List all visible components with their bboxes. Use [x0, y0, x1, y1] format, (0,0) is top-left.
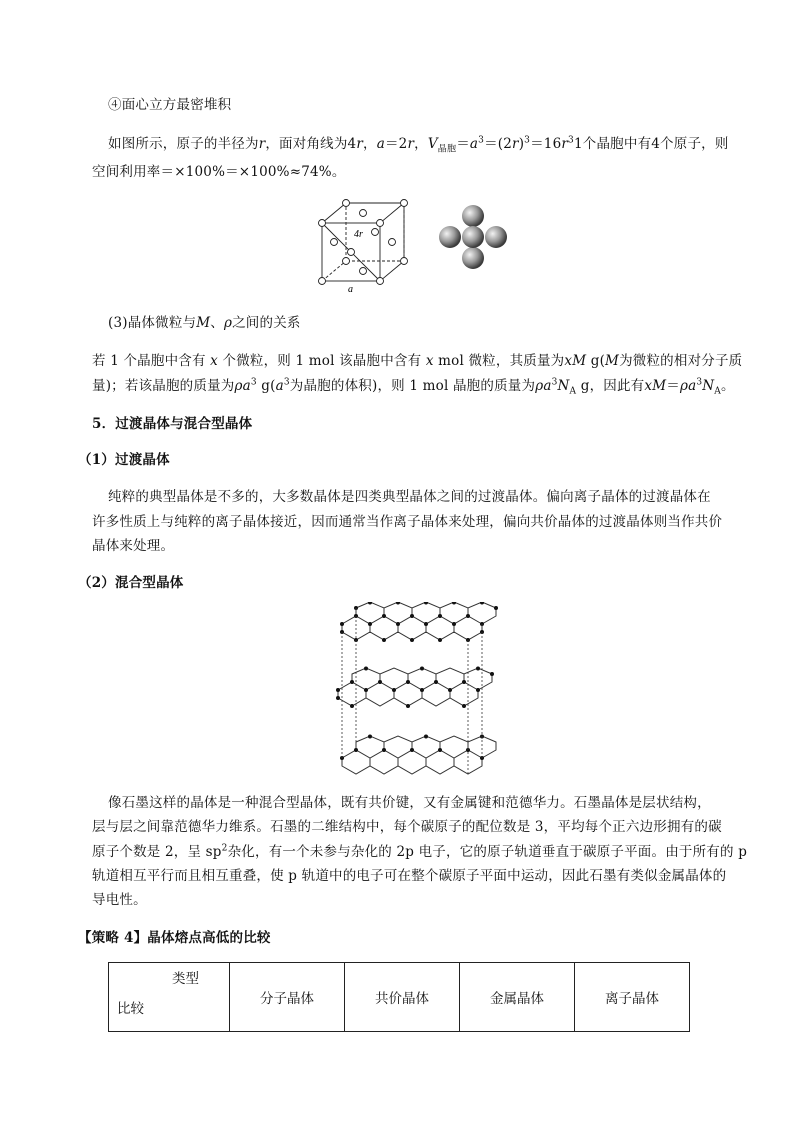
graphite-paragraph-line-5: 导电性。	[92, 892, 147, 908]
relation-paragraph-line-2: 量)；若该晶胞的质量为$\rho a^3$ $g(a^3$为晶胞的体积)，则 1 mol 晶胞的质量为$\rho a^3N_A$ g，因此有$xM=\rho a^3N_A$。	[92, 377, 735, 397]
fcc-paragraph-line-1: 如图所示，原子的半径为r，面对角线为4r，a＝2r，$V_{晶胞}=a^3=(2r)^3=16r^31$个晶胞中有4个原子，则	[108, 135, 729, 155]
transition-paragraph-line-1: 纯粹的典型晶体是不多的，大多数晶体是四类典型晶体之间的过渡晶体。偏向离子晶体的过渡晶体在	[108, 489, 711, 505]
fcc-heading: ④面心立方最密堆积	[108, 97, 232, 113]
table-header-cell: 金属晶体	[460, 963, 575, 1032]
table-header-cell: 离子晶体	[575, 963, 690, 1032]
close-packed-spheres-figure	[436, 204, 510, 270]
graphite-paragraph-line-3: 原子个数是 2，呈 $sp^2$杂化，有一个未参与杂化的 2p 电子，它的原子轨道垂直于碳原子平面。由于所有的 p	[92, 843, 748, 860]
strategy-4-title: 【策略 4】晶体熔点高低的比较	[78, 930, 271, 946]
table-row	[109, 963, 690, 1032]
melting-point-comparison-table	[108, 962, 690, 1032]
relation-heading: (3)晶体微粒与M、ρ之间的关系	[108, 315, 301, 331]
table-header-cell: 分子晶体	[230, 963, 345, 1032]
section-5-title: 5．过渡晶体与混合型晶体	[92, 416, 253, 432]
graphite-layer-structure-figure	[334, 602, 504, 778]
fig-label-a: a	[348, 284, 353, 293]
transition-paragraph-line-3: 晶体来处理。	[92, 538, 175, 554]
corner-label-compare: 比较	[117, 1001, 144, 1017]
transition-paragraph-line-2: 许多性质上与纯粹的离子晶体接近，因而通常当作离子晶体来处理，偏向共价晶体的过渡晶体则当作共价	[92, 514, 723, 530]
corner-label-type: 类型	[172, 971, 199, 987]
relation-paragraph-line-1: 若 1 个晶胞中含有 x 个微粒，则 1 mol 该晶胞中含有 x mol 微粒，其质量为xM g(M为微粒的相对分子质	[92, 353, 743, 369]
graphite-paragraph-line-4: 轨道相互平行而且相互重叠，使 p 轨道中的电子可在整个碳原子平面中运动，因此石墨有类似金属晶体的	[92, 868, 727, 884]
fig-label-4r: 4r	[354, 229, 363, 240]
transition-crystal-subheading: （1）过渡晶体	[78, 452, 170, 468]
graphite-paragraph-line-1: 像石墨这样的晶体是一种混合型晶体，既有共价键，又有金属键和范德华力。石墨晶体是层状结构，	[108, 795, 711, 811]
table-header-cell: 共价晶体	[345, 963, 460, 1032]
graphite-paragraph-line-2: 层与层之间靠范德华力维系。石墨的二维结构中，每个碳原子的配位数是 3，平均每个正六边形拥有的碳	[92, 819, 722, 835]
fcc-unit-cell-figure	[316, 197, 416, 293]
table-corner-cell	[109, 963, 230, 1032]
fcc-paragraph-line-2: 空间利用率＝×100%＝×100%≈74%。	[92, 164, 346, 180]
mixed-crystal-subheading: （2）混合型晶体	[78, 575, 184, 591]
